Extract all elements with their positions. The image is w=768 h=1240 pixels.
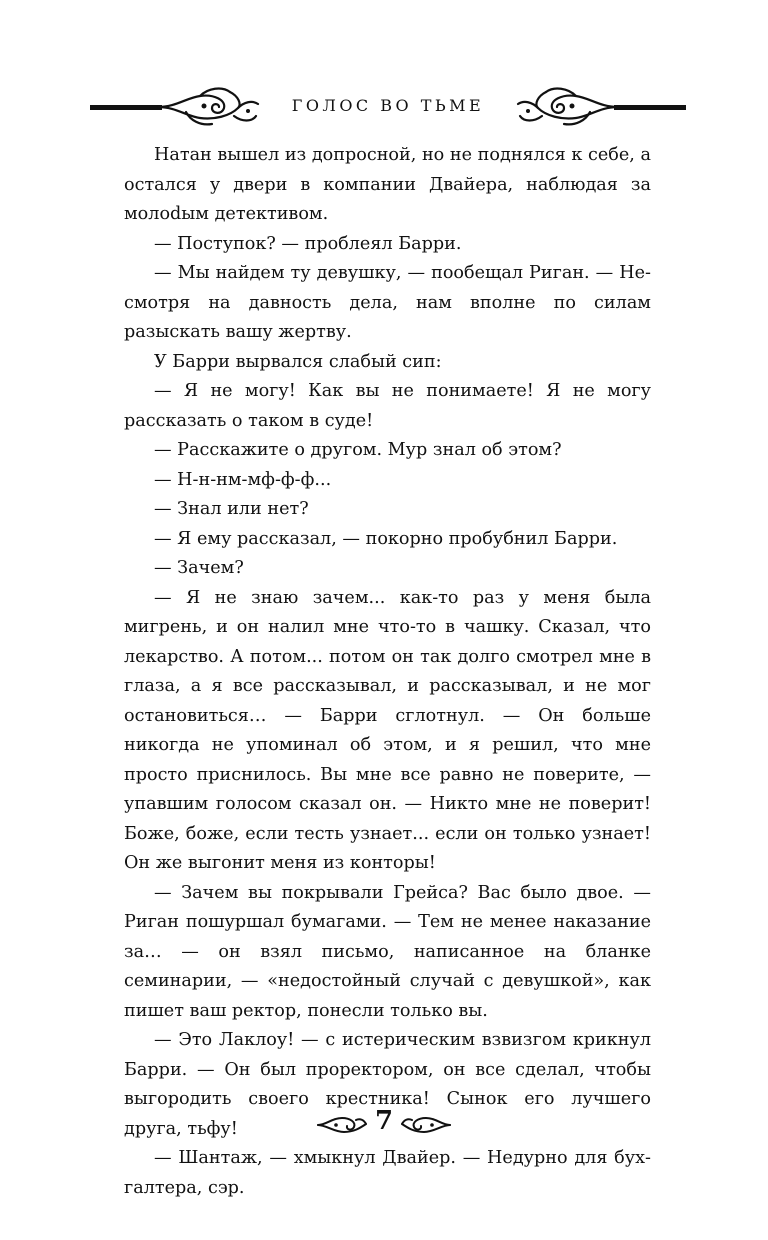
paragraph: — Это Лаклоу! — с истерическим взвизгом крикнул Барри. — Он был проректором, он все сделал, чтобы выгородить своего крестника! Сынок его лучшего друга, тьфу! [124,1030,651,1139]
header-rule-right [614,105,686,110]
running-head-title: ГОЛОС ВО ТЬМЕ [291,96,485,115]
paragraph: У Барри вырвался слабый сип: [154,351,442,372]
running-header [90,84,686,130]
paragraph: — Расскажите о другом. Мур знал об этом? [154,440,562,460]
folio-flourish-icon [400,1112,452,1138]
paragraph: — Мы найдем ту девушку, — пообещал Риган. — Несмотря на давность дела, нам вполне по силам разыскать вашу жертву. [124,263,651,342]
folio-flourish-icon [316,1112,368,1138]
paragraph: — Зачем? [154,558,244,578]
paragraph: — Зачем вы покрывали Грейса? Вас было двое. — Риган пошуршал бумагами. — Тем не менее наказание за… — он взял письмо, написанное на бланке семинарии, — «недостойный случай с девушкой», как пишет ваш ректор, понесли только вы. [124,882,651,1021]
flourish-ornament-icon [516,84,620,130]
paragraph: — Н-н-нм-мф-ф-ф... [154,469,332,490]
body-text [124,141,651,1203]
paragraph: — Я не знаю зачем... как-то раз у меня была мигрень, и он налил мне что-то в чашку. Сказал, что лекарство. А потом... потом он так долго смотрел мне в глаза, а я все рассказывал, и рассказывал, и не мог остановиться… — Барри сглотнул. — Он больше никогда не упоминал об этом, и я решил, что мне просто приснилось. Вы мне все равно не поверите, — упавшим голосом сказал он. — Никто мне не поверит! Боже, боже, если тесть узнает... если он только узнает! Он же выгонит меня из конторы! [124,587,651,873]
paragraph: — Знал или нет? [154,499,309,519]
page-number: 7 [374,1106,394,1136]
paragraph: — Я ему рассказал, — покорно пробубнил Барри. [154,528,618,549]
paragraph: — Поступок? — проблеял Барри. [154,233,462,254]
paragraph: — Я не могу! Как вы не понимаете! Я не могу рассказать о таком в суде! [124,381,651,431]
page-footer [0,1106,768,1146]
paragraph: — Шантаж, — хмыкнул Двайер. — Недурно для бухгалтера, сэр. [124,1148,651,1198]
paragraph: Натан вышел из допросной, но не поднялся к себе, а остался у двери в компании Двайера, наблюдая за молоdым детективом. [124,145,651,224]
header-rule-left [90,105,162,110]
flourish-ornament-icon [156,84,260,130]
